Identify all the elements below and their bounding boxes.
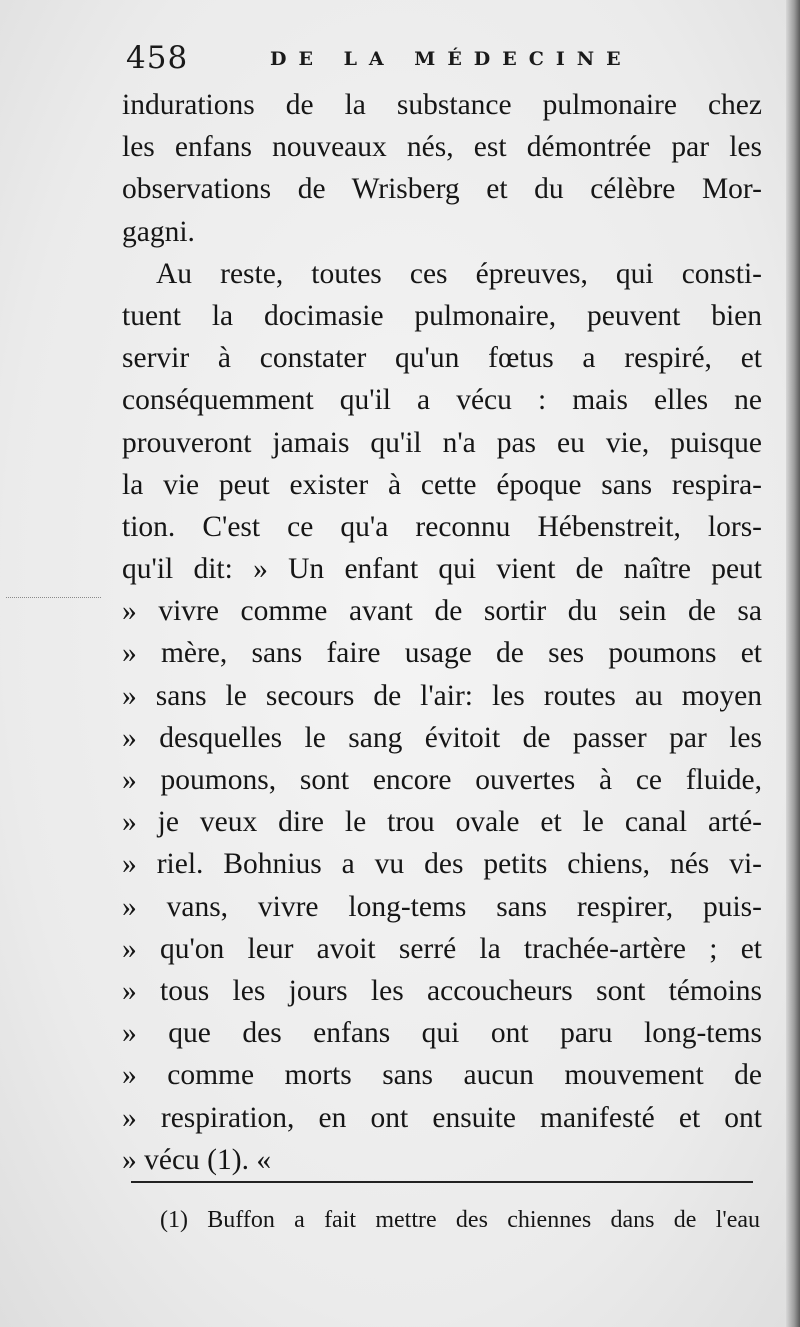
body-text (122, 84, 762, 1181)
text-line: » vécu (1). « (122, 1143, 272, 1176)
footnote-rule (131, 1181, 753, 1183)
text-line: » riel. Bohnius a vu des petits chiens, nés vi- (122, 848, 762, 881)
text-line: » respiration, en ont ensuite manifesté et ont (122, 1101, 762, 1134)
text-line: » comme morts sans aucun mouvement de (122, 1059, 762, 1092)
text-line: » qu'on leur avoit serré la trachée-artère ; et (122, 932, 762, 965)
text-line: conséquemment qu'il a vécu : mais elles ne (122, 384, 762, 417)
text-line: » poumons, sont encore ouvertes à ce fluide, (122, 764, 762, 796)
text-line: » desquelles le sang évitoit de passer par les (122, 721, 762, 754)
page-header (126, 34, 766, 84)
text-line: » tous les jours les accoucheurs sont témoins (122, 974, 762, 1007)
text-line: » sans le secours de l'air: les routes au moyen (122, 679, 762, 712)
page-edge-shadow (786, 0, 800, 1327)
footnote: (1) Buffon a fait mettre des chiennes dans de l'eau (160, 1207, 760, 1233)
text-line: tion. C'est ce qu'a reconnu Hébenstreit, lors- (122, 510, 762, 543)
page-number: 458 (126, 40, 189, 76)
text-line: » je veux dire le trou ovale et le canal arté- (122, 806, 762, 839)
text-line: indurations de la substance pulmonaire chez (122, 89, 762, 121)
text-line: » que des enfans qui ont paru long-tems (122, 1017, 762, 1050)
text-line: la vie peut exister à cette époque sans respira- (122, 468, 762, 501)
text-line: » mère, sans faire usage de ses poumons et (122, 637, 762, 670)
text-line: » vans, vivre long-tems sans respirer, puis- (122, 890, 762, 923)
text-line: prouveront jamais qu'il n'a pas eu vie, puisque (122, 426, 762, 459)
text-line: tuent la docimasie pulmonaire, peuvent bien (122, 299, 762, 332)
text-line: les enfans nouveaux nés, est démontrée par les (122, 131, 762, 164)
text-line: Au reste, toutes ces épreuves, qui consti- (156, 257, 762, 290)
text-line: observations de Wrisberg et du célèbre Mor- (122, 173, 762, 206)
margin-mark (6, 597, 101, 598)
text-line: gagni. (122, 215, 195, 248)
text-line: servir à constater qu'un fœtus a respiré, et (122, 342, 762, 375)
text-line: » vivre comme avant de sortir du sein de sa (122, 595, 762, 628)
running-head: DE LA MÉDECINE (270, 48, 633, 70)
text-line: qu'il dit: » Un enfant qui vient de naître peut (122, 553, 762, 586)
